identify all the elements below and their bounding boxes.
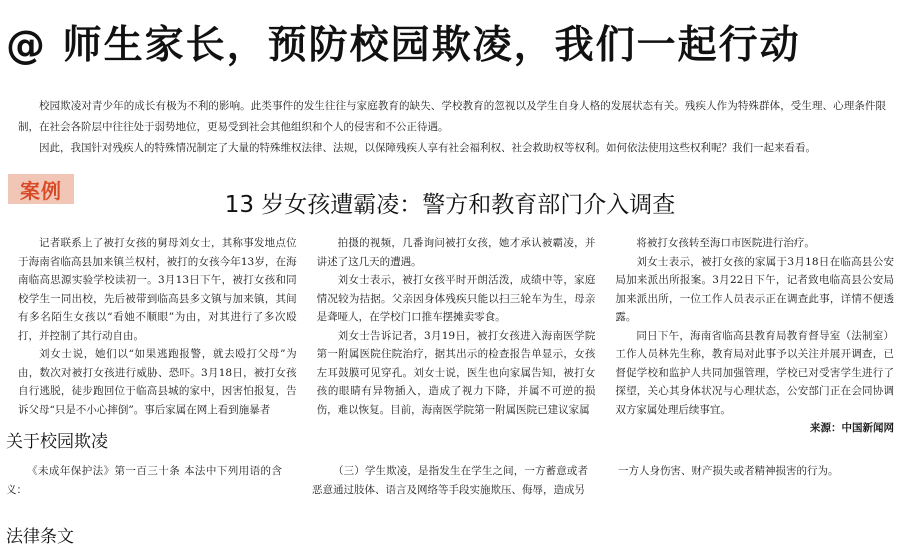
case-title: 13 岁女孩遭霸凌：警方和教育部门介入调查 <box>224 192 676 218</box>
article-paragraph: 拍摄的视频，几番询问被打女孩，她才承认被霸凌，并讲述了这几天的遭遇。 <box>316 237 596 268</box>
case-badge: 案例 <box>8 174 74 204</box>
law-column <box>312 462 588 500</box>
article-column <box>18 234 297 416</box>
article-column <box>316 234 596 416</box>
law-definition <box>6 462 894 500</box>
headline: @ 师生家长，预防校园欺凌，我们一起行动 <box>6 23 801 68</box>
article-column <box>615 234 895 434</box>
article-paragraph: 刘女士表示，被打女孩的家属于3月18日在临高县公安局加来派出所报案。3月22日下午，记者致电临高县公安局加来派出所，一位工作人员表示正在调查此事，详情不便透露。 <box>615 255 895 323</box>
article-paragraph: 刘女士表示，被打女孩平时开朗活泼，成绩中等，家庭情况较为拮据。父亲因身体残疾只能以扫三轮车为生，母亲是聋哑人，在学校门口推车摆摊卖零食。 <box>316 274 596 323</box>
article-paragraph: 刘女士说，她们以“如果逃跑报警，就去殴打父母”为由，数次对被打女孩进行威胁、恐吓。3月18日，被打女孩自行逃脱，徒步跑回位于临高县城的家中，因害怕报复，告诉父母“只是不小心摔倒”。事后家属在网上看到施暴者 <box>18 348 297 416</box>
law-paragraph: 《未成年保护法》第一百三十条 本法中下列用语的含义： <box>6 465 282 496</box>
law-column <box>618 462 894 500</box>
article-paragraph: 刘女士告诉记者，3月19日，被打女孩进入海南医学院第一附属医院住院治疗，据其出示的检查报告单显示，女孩左耳鼓膜可见穿孔。刘女士说，医生也向家属告知，被打女孩的眼睛有异物插入，造成了视力下降，并属不可逆的损伤，难以恢复。目前，海南医学院第一附属医院已建议家属 <box>316 329 596 416</box>
source-credit: 来源：中国新闻网 <box>810 422 895 434</box>
law-paragraph: （三）学生欺凌，是指发生在学生之间，一方蓄意或者恶意通过肢体、语言及网络等手段实施欺压、侮辱，造成另 <box>312 465 588 496</box>
article-paragraph: 记者联系上了被打女孩的舅母刘女士，其称事发地点位于海南省临高县加来镇兰权村，被打的女孩今年13岁，在海南临高思源实验学校读初一。3月13日下午，被打女孩和同校学生一同出校，先后被带到临高县多文镇与加来镇，其间有多名陌生女孩以“看她不顺眼”为由，对其进行了多次殴打，并控制了其行动自由。 <box>18 237 297 342</box>
law-paragraph: 一方人身伤害、财产损失或者精神损害的行为。 <box>618 465 839 477</box>
intro-paragraph: 校园欺凌对青少年的成长有极为不利的影响。此类事件的发生往往与家庭教育的缺失、学校教育的忽视以及学生自身人格的发展状态有关。残疾人作为特殊群体，受生理、心理条件限制，在社会各阶层中往往处于弱势地位，更易受到社会其他组织和个人的侵害和不公正待遇。 <box>18 100 886 133</box>
section-heading-law: 法律条文 <box>6 527 74 547</box>
case-article <box>18 234 895 434</box>
article-paragraph: 将被打女孩转至海口市医院进行治疗。 <box>636 237 815 249</box>
intro-text <box>18 96 886 159</box>
law-column <box>6 462 282 500</box>
article-paragraph: 同日下午，海南省临高县教育局教育督导室（法制室）工作人员林先生称，教育局对此事予以关注并展开调查，已督促学校和监护人共同加强管理，学校已对受害学生进行了探望，关心其身体状况与心理状态，公安部门正在会同协调双方家属处理后续事宜。 <box>615 329 895 416</box>
section-heading-bullying: 关于校园欺凌 <box>6 432 108 452</box>
intro-paragraph: 因此，我国针对残疾人的特殊情况制定了大量的特殊维权法律、法规，以保障残疾人享有社会福利权、社会救助权等权利。如何依法使用这些权利呢？我们一起来看看。 <box>39 142 816 154</box>
